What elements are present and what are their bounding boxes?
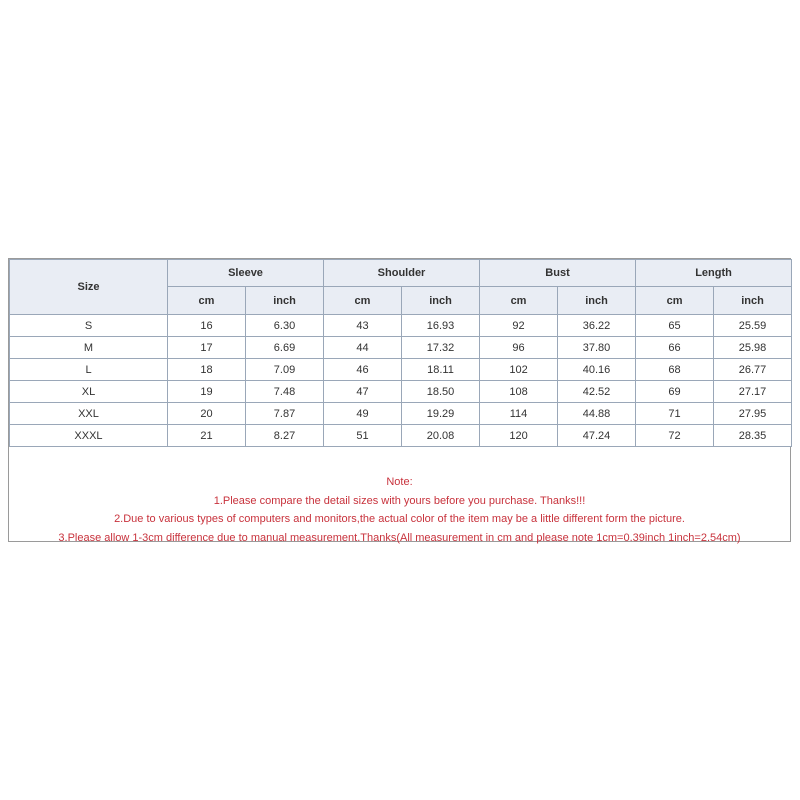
- note-line-1: 1.Please compare the detail sizes with yours before you purchase. Thanks!!!: [213, 494, 586, 507]
- table-cell: 96: [480, 337, 558, 359]
- group-header-bust: Bust: [480, 260, 636, 287]
- unit-header-cm: cm: [480, 287, 558, 315]
- table-cell: 16.93: [402, 315, 480, 337]
- table-cell: 25.59: [714, 315, 792, 337]
- table-row: [10, 403, 792, 425]
- table-cell: 26.77: [714, 359, 792, 381]
- table-cell: 28.35: [714, 425, 792, 447]
- group-header-shoulder: Shoulder: [324, 260, 480, 287]
- table-cell: 27.95: [714, 403, 792, 425]
- table-cell: 71: [636, 403, 714, 425]
- table-cell: 7.09: [246, 359, 324, 381]
- table-cell: 17.32: [402, 337, 480, 359]
- group-header-sleeve: Sleeve: [168, 260, 324, 287]
- table-cell: 37.80: [558, 337, 636, 359]
- table-cell: 72: [636, 425, 714, 447]
- size-cell: XL: [10, 381, 168, 403]
- table-cell: 102: [480, 359, 558, 381]
- size-cell: M: [10, 337, 168, 359]
- table-cell: 7.48: [246, 381, 324, 403]
- table-cell: 17: [168, 337, 246, 359]
- table-cell: 92: [480, 315, 558, 337]
- table-cell: 114: [480, 403, 558, 425]
- table-row: [10, 359, 792, 381]
- size-chart: [8, 258, 791, 542]
- table-cell: 46: [324, 359, 402, 381]
- table-cell: 16: [168, 315, 246, 337]
- size-header: Size: [10, 260, 168, 315]
- table-cell: 20.08: [402, 425, 480, 447]
- table-cell: 68: [636, 359, 714, 381]
- table-cell: 65: [636, 315, 714, 337]
- table-cell: 18.50: [402, 381, 480, 403]
- table-cell: 47.24: [558, 425, 636, 447]
- table-cell: 19: [168, 381, 246, 403]
- table-cell: 49: [324, 403, 402, 425]
- table-cell: 6.30: [246, 315, 324, 337]
- table-cell: 66: [636, 337, 714, 359]
- unit-header-cm: cm: [168, 287, 246, 315]
- table-cell: 44.88: [558, 403, 636, 425]
- table-cell: 20: [168, 403, 246, 425]
- size-cell: XXL: [10, 403, 168, 425]
- table-cell: 108: [480, 381, 558, 403]
- table-cell: 120: [480, 425, 558, 447]
- table-cell: 7.87: [246, 403, 324, 425]
- unit-header-inch: inch: [402, 287, 480, 315]
- table-cell: 8.27: [246, 425, 324, 447]
- table-row: [10, 315, 792, 337]
- note-line-3: 3.Please allow 1-3cm difference due to manual measurement.Thanks(All measurement in cm and please note 1cm=0.39inch 1inch=2.54cm): [58, 531, 741, 544]
- table-row: [10, 337, 792, 359]
- table-cell: 27.17: [714, 381, 792, 403]
- table-cell: 25.98: [714, 337, 792, 359]
- unit-header-inch: inch: [246, 287, 324, 315]
- table-cell: 36.22: [558, 315, 636, 337]
- unit-header-cm: cm: [324, 287, 402, 315]
- table-cell: 43: [324, 315, 402, 337]
- size-cell: L: [10, 359, 168, 381]
- table-cell: 44: [324, 337, 402, 359]
- table-cell: 19.29: [402, 403, 480, 425]
- unit-header-cm: cm: [636, 287, 714, 315]
- group-header-length: Length: [636, 260, 792, 287]
- unit-header-inch: inch: [558, 287, 636, 315]
- notes-block: [9, 473, 790, 547]
- table-cell: 6.69: [246, 337, 324, 359]
- table-cell: 47: [324, 381, 402, 403]
- note-line-2: 2.Due to various types of computers and monitors,the actual color of the item may be a little different form the picture.: [114, 513, 685, 525]
- unit-header-inch: inch: [714, 287, 792, 315]
- table-cell: 40.16: [558, 359, 636, 381]
- table-cell: 21: [168, 425, 246, 447]
- table-cell: 42.52: [558, 381, 636, 403]
- size-cell: S: [10, 315, 168, 337]
- note-title: Note:: [386, 476, 413, 488]
- table-cell: 69: [636, 381, 714, 403]
- table-cell: 51: [324, 425, 402, 447]
- table-cell: 18.11: [402, 359, 480, 381]
- table-row: [10, 381, 792, 403]
- table-row: [10, 425, 792, 447]
- table-cell: 18: [168, 359, 246, 381]
- size-table: [9, 259, 792, 447]
- size-cell: XXXL: [10, 425, 168, 447]
